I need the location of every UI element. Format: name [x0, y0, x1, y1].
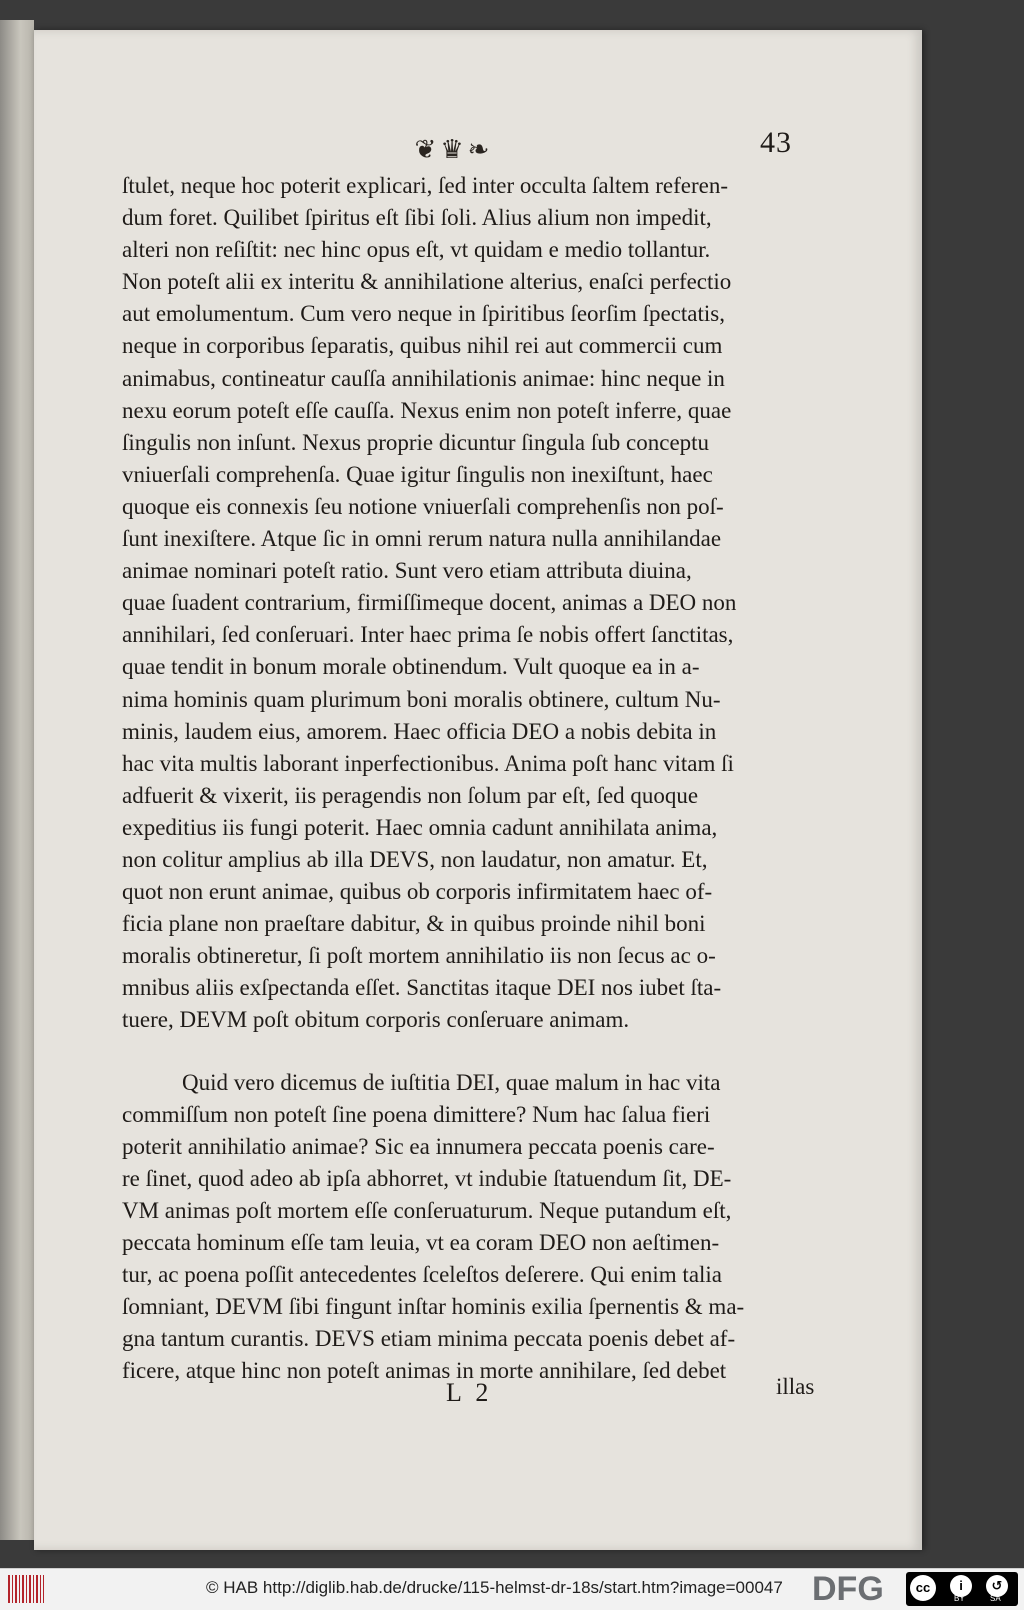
text-line: poterit annihilatio animae? Sic ea innumera peccata poenis care- — [122, 1133, 715, 1159]
dfg-logo: DFG — [812, 1570, 884, 1608]
text-line: mnibus aliis exſpectanda eſſet. Sanctitas itaque DEI nos iubet ſta- — [122, 975, 722, 1001]
text-line: quoque eis connexis ſeu notione vniuerſali comprehenſis non poſ- — [122, 493, 724, 519]
hab-logo-icon — [8, 1575, 44, 1603]
text-line: hac vita multis laborant inperfectionibus. Anima poſt hanc vitam ſi — [122, 750, 734, 776]
previous-page-edge — [0, 20, 34, 1540]
text-line: animae nominari poteſt ratio. Sunt vero etiam attributa diuina, — [122, 558, 692, 584]
crown-ornament-icon: ♛ — [440, 135, 464, 164]
paragraph-gap — [122, 1037, 842, 1067]
text-line: tur, ac poena poſſit antecedentes ſceleſtos deſerere. Qui enim talia — [122, 1262, 723, 1288]
text-line: ſingulis non inſunt. Nexus proprie dicuntur ſingula ſub conceptu — [122, 429, 710, 455]
sa-icon: ↺ — [986, 1575, 1008, 1597]
paragraph-1 — [122, 170, 842, 1037]
text-line: ſomniant, DEVM ſibi fingunt inſtar hominis exilia ſpernentis & ma- — [122, 1294, 745, 1320]
text-line: quae tendit in bonum morale obtinendum. Vult quoque ea in a- — [122, 654, 700, 680]
text-line: aut emolumentum. Cum vero neque in ſpiritibus ſeorſim ſpectatis, — [122, 301, 725, 327]
book-page — [34, 30, 922, 1550]
text-line: ficia plane non praeſtare dabitur, & in quibus proinde nihil boni — [122, 911, 706, 937]
text-line: nima hominis quam plurimum boni moralis obtinere, cultum Nu- — [122, 686, 721, 712]
text-line: annihilari, ſed conſeruari. Inter haec prima ſe nobis offert ſanctitas, — [122, 622, 734, 648]
by-label: BY — [954, 1594, 965, 1603]
body-text — [122, 170, 842, 1387]
text-line: commiſſum non poteſt ſine poena dimittere? Num hac ſalua fieri — [122, 1101, 711, 1127]
text-line: dum foret. Quilibet ſpiritus eſt ſibi ſoli. Alius alium non impedit, — [122, 205, 712, 231]
text-line: Non poteſt alii ex interitu & annihilatione alterius, enaſci perfectio — [122, 269, 732, 295]
text-line: non colitur amplius ab illa DEVS, non laudatur, non amatur. Et, — [122, 846, 708, 872]
text-line: quot non erunt animae, quibus ob corporis infirmitatem haec of- — [122, 879, 713, 905]
text-line: Quid vero dicemus de iuſtitia DEI, quae malum in hac vita — [182, 1069, 721, 1095]
floral-ornament-left-icon: ❦ — [414, 135, 437, 164]
header-ornament — [382, 130, 522, 170]
text-line: nexu eorum poteſt eſſe cauſſa. Nexus enim non poteſt inferre, quae — [122, 397, 732, 423]
text-line: alteri non reſiſtit: nec hinc opus eſt, vt quidam e medio tollantur. — [122, 237, 711, 263]
text-line: vniuerſali comprehenſa. Quae igitur ſingulis non inexiſtunt, haec — [122, 461, 713, 487]
sa-label: SA — [990, 1594, 1001, 1603]
catchword: illas — [776, 1374, 815, 1399]
text-line: peccata hominum eſſe tam leuia, vt ea coram DEO non aeſtimen- — [122, 1230, 720, 1255]
cc-license-badge[interactable] — [906, 1572, 1018, 1606]
text-line: ficere, atque hinc non poteſt animas in morte annihilare, ſed debet — [122, 1358, 727, 1384]
text-line: quae ſuadent contrarium, firmiſſimeque docent, animas a DEO non — [122, 590, 737, 616]
by-icon: i — [950, 1575, 972, 1597]
signature-mark: L 2 — [446, 1378, 493, 1407]
text-line: gna tantum curantis. DEVS etiam minima peccata poenis debet af- — [122, 1326, 736, 1352]
copyright-link[interactable]: © HAB http://diglib.hab.de/drucke/115-helmst-dr-18s/start.htm?image=00047 — [206, 1578, 783, 1597]
text-line: re ſinet, quod adeo ab ipſa abhorret, vt indubie ſtatuendum ſit, DE- — [122, 1165, 732, 1191]
cc-icon: cc — [910, 1575, 936, 1601]
page-number: 43 — [760, 126, 792, 159]
text-line: expeditius iis fungi poterit. Haec omnia cadunt annihilata anima, — [122, 814, 718, 840]
paragraph-2 — [122, 1067, 842, 1388]
text-line: neque in corporibus ſeparatis, quibus nihil rei aut commercii cum — [122, 333, 723, 359]
text-line: moralis obtineretur, ſi poſt mortem annihilatio iis non ſecus ac o- — [122, 943, 716, 969]
text-line: animabus, contineatur cauſſa annihilationis animae: hinc neque in — [122, 365, 725, 391]
text-line: ſunt inexiſtere. Atque ſic in omni rerum natura nulla annihilandae — [122, 526, 722, 552]
footer-bar — [0, 1568, 1024, 1610]
text-line: ſtulet, neque hoc poterit explicari, ſed inter occulta ſaltem referen- — [122, 173, 729, 198]
floral-ornament-right-icon: ❧ — [467, 135, 490, 164]
text-line: tuere, DEVM poſt obitum corporis conſeruare animam. — [122, 1007, 630, 1033]
text-line: minis, laudem eius, amorem. Haec officia DEO a nobis debita in — [122, 718, 717, 744]
text-line: adfuerit & vixerit, iis peragendis non ſolum par eſt, ſed quoque — [122, 782, 699, 808]
text-line: VM animas poſt mortem eſſe conſeruaturum. Neque putandum eſt, — [122, 1197, 732, 1223]
